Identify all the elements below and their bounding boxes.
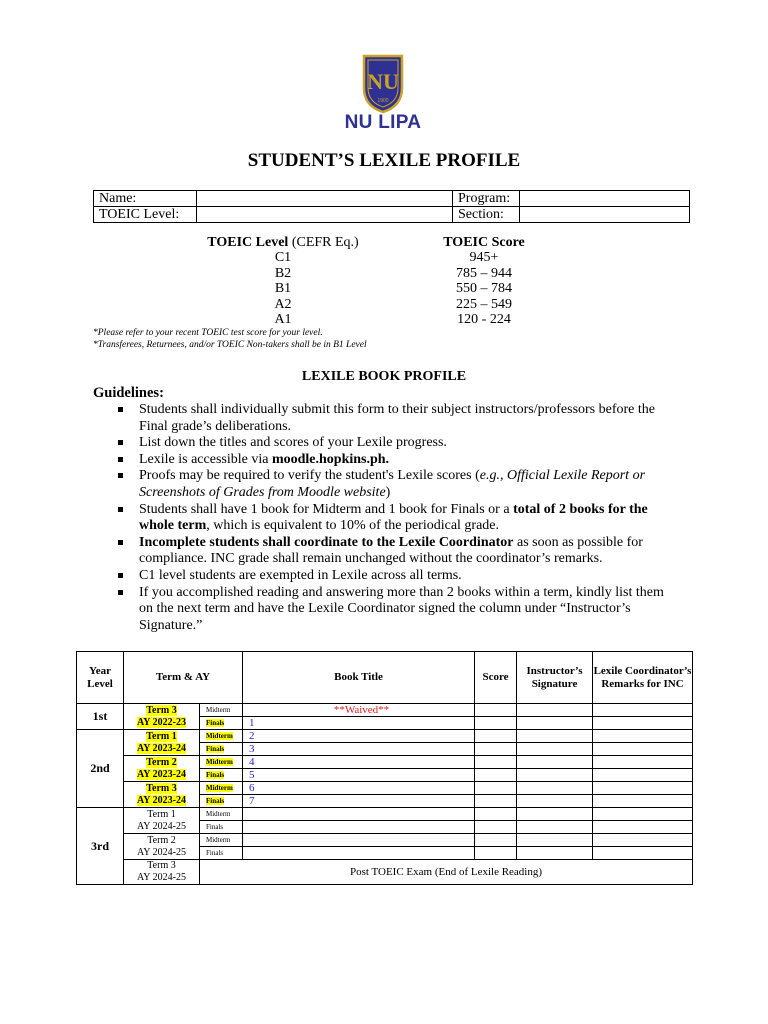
guideline-item: Proofs may be required to verify the student's Lexile scores (e.g., Official Lexile Report or Screenshots of Grades from Moodle website) bbox=[139, 468, 679, 501]
year-3rd: 3rd bbox=[77, 808, 124, 885]
toeic-level-a1: A1 bbox=[274, 312, 292, 328]
toeic-note-2: *Transferees, Returnees, and/or TOEIC Non-takers shall be in B1 Level bbox=[93, 340, 367, 350]
period-finals: Finals bbox=[200, 795, 243, 808]
remarks-cell[interactable] bbox=[593, 730, 693, 743]
term-cell: Term 3 AY 2024-25 bbox=[124, 860, 200, 885]
period-finals: Finals bbox=[200, 769, 243, 782]
term-cell: Term 2 AY 2023-24 bbox=[124, 756, 200, 782]
book-title-cell[interactable]: 4 bbox=[243, 756, 475, 769]
program-field[interactable] bbox=[520, 191, 690, 207]
guideline-item: C1 level students are exempted in Lexile across all terms. bbox=[139, 568, 679, 585]
student-info-table bbox=[93, 190, 690, 223]
score-cell[interactable] bbox=[475, 717, 517, 730]
term-cell: Term 1 AY 2024-25 bbox=[124, 808, 200, 834]
book-title-cell[interactable] bbox=[243, 834, 475, 847]
period-midterm: Midterm bbox=[200, 756, 243, 769]
book-title-cell[interactable]: 5 bbox=[243, 769, 475, 782]
logo-text: NU LIPA bbox=[344, 112, 422, 133]
toeic-level-column bbox=[180, 235, 386, 327]
book-waived: **Waived** bbox=[243, 704, 475, 717]
book-title-cell[interactable]: 2 bbox=[243, 730, 475, 743]
period-midterm: Midterm bbox=[200, 730, 243, 743]
signature-cell[interactable] bbox=[517, 795, 593, 808]
term-cell: Term 1 AY 2023-24 bbox=[124, 730, 200, 756]
score-cell[interactable] bbox=[475, 834, 517, 847]
header-coordinator-remarks: Lexile Coordinator’s Remarks for INC bbox=[593, 652, 693, 704]
period-midterm: Midterm bbox=[200, 808, 243, 821]
period-finals: Finals bbox=[200, 717, 243, 730]
remarks-cell[interactable] bbox=[593, 795, 693, 808]
period-finals: Finals bbox=[200, 821, 243, 834]
book-title-cell[interactable]: 7 bbox=[243, 795, 475, 808]
toeic-note-1: *Please refer to your recent TOEIC test score for your level. bbox=[93, 328, 323, 338]
book-title-cell[interactable] bbox=[243, 808, 475, 821]
toeic-level-a2: A2 bbox=[274, 296, 292, 312]
remarks-cell[interactable] bbox=[593, 743, 693, 756]
period-finals: Finals bbox=[200, 847, 243, 860]
logo-letters: NU bbox=[367, 69, 399, 94]
remarks-cell[interactable] bbox=[593, 808, 693, 821]
signature-cell[interactable] bbox=[517, 834, 593, 847]
logo-year: 1900 bbox=[377, 98, 389, 104]
term-cell: Term 2 AY 2024-25 bbox=[124, 834, 200, 860]
toeic-level-header: TOEIC Level (CEFR Eq.) bbox=[207, 235, 359, 250]
remarks-cell[interactable] bbox=[593, 769, 693, 782]
toeic-score-a2: 225 – 549 bbox=[456, 296, 512, 312]
year-2nd: 2nd bbox=[77, 730, 124, 808]
score-cell[interactable] bbox=[475, 730, 517, 743]
guideline-item: Students shall individually submit this form to their subject instructors/professors before the Final grade’s deliberations. bbox=[139, 402, 679, 435]
toeic-score-a1: 120 - 224 bbox=[457, 312, 511, 328]
guideline-item: Lexile is accessible via moodle.hopkins.ph. bbox=[139, 452, 679, 469]
book-title-cell[interactable]: 3 bbox=[243, 743, 475, 756]
guideline-item: Incomplete students shall coordinate to the Lexile Coordinator as soon as possible for compliance. INC grade shall remain unchanged without the coordinator’s remarks. bbox=[139, 535, 679, 568]
signature-cell[interactable] bbox=[517, 821, 593, 834]
period-midterm: Midterm bbox=[200, 782, 243, 795]
header-instructor-signature: Instructor’s Signature bbox=[517, 652, 593, 704]
post-toeic-cell: Post TOEIC Exam (End of Lexile Reading) bbox=[200, 860, 693, 885]
signature-cell[interactable] bbox=[517, 769, 593, 782]
guidelines-heading: Guidelines: bbox=[93, 385, 164, 401]
name-field[interactable] bbox=[197, 191, 453, 207]
signature-cell[interactable] bbox=[517, 717, 593, 730]
toeic-level-b1: B1 bbox=[274, 281, 292, 297]
score-cell[interactable] bbox=[475, 769, 517, 782]
toeic-level-label: TOEIC Level: bbox=[94, 207, 197, 223]
score-cell[interactable] bbox=[475, 795, 517, 808]
book-title-cell[interactable]: 6 bbox=[243, 782, 475, 795]
remarks-cell[interactable] bbox=[593, 821, 693, 834]
lexile-heading: LEXILE BOOK PROFILE bbox=[301, 369, 467, 384]
term-cell: Term 3 AY 2023-24 bbox=[124, 782, 200, 808]
book-title-cell[interactable]: 1 bbox=[243, 717, 475, 730]
remarks-cell[interactable] bbox=[593, 704, 693, 717]
remarks-cell[interactable] bbox=[593, 756, 693, 769]
score-cell[interactable] bbox=[475, 704, 517, 717]
score-cell[interactable] bbox=[475, 847, 517, 860]
toeic-score-header: TOEIC Score bbox=[443, 235, 525, 250]
page-title: STUDENT’S LEXILE PROFILE bbox=[247, 150, 521, 171]
signature-cell[interactable] bbox=[517, 782, 593, 795]
score-cell[interactable] bbox=[475, 808, 517, 821]
toeic-score-b2: 785 – 944 bbox=[456, 265, 512, 281]
term-cell: Term 3 AY 2022-23 bbox=[124, 704, 200, 730]
score-cell[interactable] bbox=[475, 743, 517, 756]
signature-cell[interactable] bbox=[517, 847, 593, 860]
lexile-book-table bbox=[76, 651, 693, 885]
score-cell[interactable] bbox=[475, 756, 517, 769]
signature-cell[interactable] bbox=[517, 704, 593, 717]
section-field[interactable] bbox=[520, 207, 690, 223]
signature-cell[interactable] bbox=[517, 808, 593, 821]
guideline-item: If you accomplished reading and answering more than 2 books within a term, kindly list them on the next term and have the Lexile Coordinator signed the column under “Instructor’s Signature.” bbox=[139, 585, 679, 635]
period-finals: Finals bbox=[200, 743, 243, 756]
book-title-cell[interactable] bbox=[243, 821, 475, 834]
header-year-level: Year Level bbox=[77, 652, 124, 704]
score-cell[interactable] bbox=[475, 821, 517, 834]
remarks-cell[interactable] bbox=[593, 782, 693, 795]
signature-cell[interactable] bbox=[517, 730, 593, 743]
period-midterm: Midterm bbox=[200, 834, 243, 847]
signature-cell[interactable] bbox=[517, 743, 593, 756]
guidelines-list bbox=[139, 402, 679, 634]
program-label: Program: bbox=[453, 191, 520, 207]
header-term-ay: Term & AY bbox=[124, 652, 243, 704]
toeic-score-column bbox=[418, 235, 550, 327]
book-title-cell[interactable] bbox=[243, 847, 475, 860]
name-label: Name: bbox=[94, 191, 197, 207]
section-label: Section: bbox=[453, 207, 520, 223]
score-cell[interactable] bbox=[475, 782, 517, 795]
toeic-level-b2: B2 bbox=[274, 265, 292, 281]
guideline-item: List down the titles and scores of your Lexile progress. bbox=[139, 435, 679, 452]
header-score: Score bbox=[475, 652, 517, 704]
guideline-item: Students shall have 1 book for Midterm and 1 book for Finals or a total of 2 books for the whole term, which is equivalent to 10% of the periodical grade. bbox=[139, 502, 679, 535]
header-book-title: Book Title bbox=[243, 652, 475, 704]
year-1st: 1st bbox=[77, 704, 124, 730]
signature-cell[interactable] bbox=[517, 756, 593, 769]
remarks-cell[interactable] bbox=[593, 834, 693, 847]
period-midterm: Midterm bbox=[200, 704, 243, 717]
remarks-cell[interactable] bbox=[593, 847, 693, 860]
remarks-cell[interactable] bbox=[593, 717, 693, 730]
toeic-level-field[interactable] bbox=[197, 207, 453, 223]
toeic-score-c1: 945+ bbox=[469, 250, 499, 266]
toeic-score-b1: 550 – 784 bbox=[456, 281, 512, 297]
toeic-level-c1: C1 bbox=[274, 250, 292, 266]
